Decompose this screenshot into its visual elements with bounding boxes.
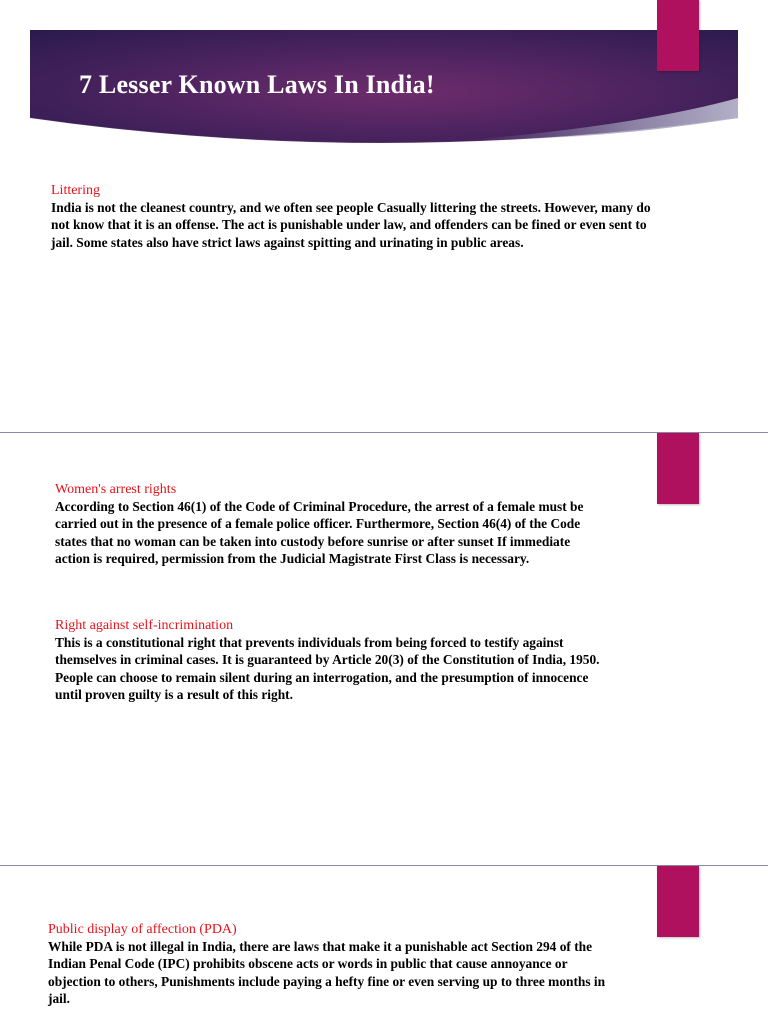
slide-3 — [0, 866, 768, 1024]
page-title: 7 Lesser Known Laws In India! — [79, 70, 435, 99]
accent-bar-2 — [657, 433, 699, 504]
slide-2 — [0, 433, 768, 865]
section-self-incrimination — [55, 617, 615, 704]
section-womens-arrest-rights — [55, 481, 585, 568]
section-heading: Littering — [51, 183, 100, 198]
section-body: While PDA is not illegal in India, there are laws that make it a punishable act Section 294 of the Indian Penal Code (IPC) prohibits obscene acts or words in public that cause annoyance or objection to others, Punishments include paying a hefty fine or even serving up to three months in jail. — [48, 939, 606, 1007]
section-public-display-of-affection — [48, 921, 608, 1008]
section-heading: Public display of affection (PDA) — [48, 922, 237, 937]
section-body: According to Section 46(1) of the Code of Criminal Procedure, the arrest of a female must be carried out in the presence of a female police officer. Furthermore, Section 46(4) of the Code states that no woman can be taken into custody before sunrise or after sunset If immediate action is required, permission from the Judicial Magistrate First Class is necessary. — [55, 499, 584, 567]
section-body: This is a constitutional right that prevents individuals from being forced to testify against themselves in criminal cases. It is guaranteed by Article 20(3) of the Constitution of India, 1950. People can choose to remain silent during an interrogation, and the presumption of innocence until proven guilty is a result of this right. — [55, 635, 600, 703]
section-heading: Women's arrest rights — [55, 482, 177, 497]
section-heading: Right against self-incrimination — [55, 618, 234, 633]
accent-bar-3 — [657, 866, 699, 937]
slide-1 — [0, 0, 768, 432]
section-littering — [51, 182, 651, 251]
accent-bar-1 — [657, 0, 699, 71]
section-body: India is not the cleanest country, and we often see people Casually littering the streets. However, many do not know that it is an offense. The act is punishable under law, and offenders can be fined or even sent to jail. Some states also have strict laws against spitting and urinating in public areas. — [51, 200, 651, 250]
